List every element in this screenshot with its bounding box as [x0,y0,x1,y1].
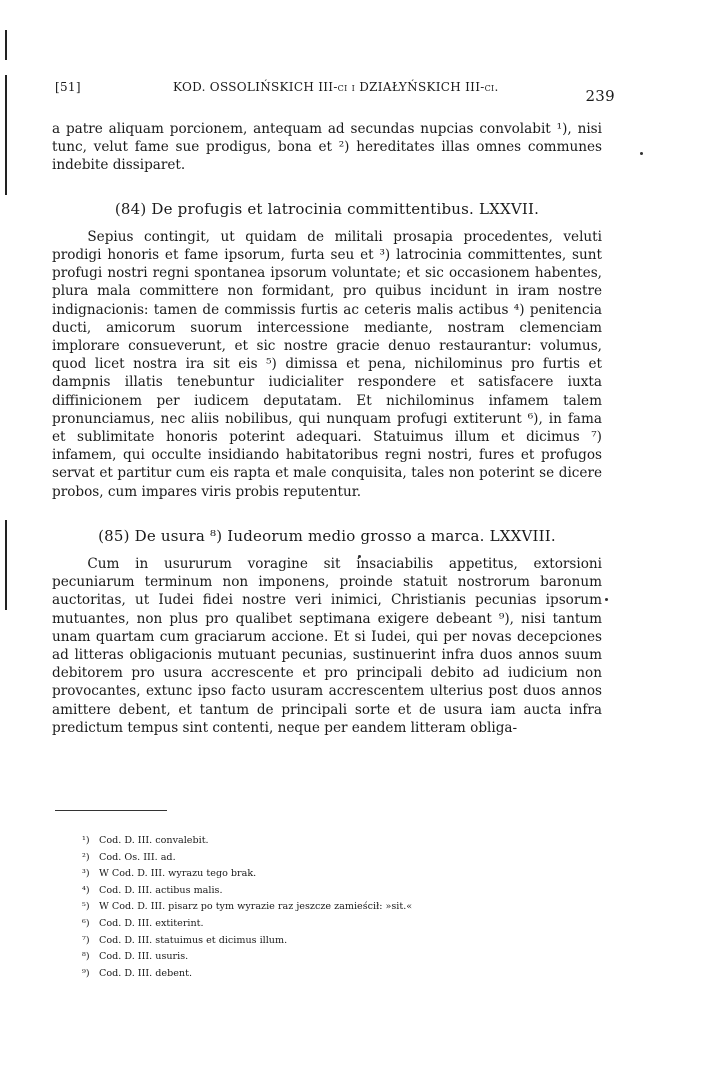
footnote-text: W Cod. D. III. wyrazu tego brak. [99,868,257,880]
footnote-mark: ⁶) [82,917,90,929]
print-speck [640,152,643,155]
footnote-text: Cod. D. III. statuimus et dicimus illum. [99,934,288,946]
page-number: 239 [585,87,615,105]
page-header [55,80,615,104]
opening-paragraph: a patre aliquam porcionem, antequam ad secundas nupcias convolabit ¹), nisi tunc, velut fame sue prodigus, bona et ²) hereditates illas omnes communes indebite dissiparet. [52,121,602,174]
binding-edge-mark [5,30,7,60]
footnote-text: Cod. D. III. usuris. [99,951,189,963]
footnote-text: Cod. Os. III. ad. [99,851,176,863]
footnote [82,850,602,867]
section-paragraph-84: Sepius contingit, ut quidam de militali prosapia procedentes, veluti prodigi honoris et fame ipsorum, furta seu et ³) latrocinia committentes, sunt profugi nostri regni spontanea ipsorum voluntate; et sic occasionem habentes, plura mala committere non formidant, pro quibus incidunt in iram nostre indignacionis: tamen de commissis furtis ac ceteris malis actibus ⁴) penitencia ducti, amicorum suorum intercessione mediante, nostram clemenciam implorare consueverunt, et sic nostre gracie denuo restaurantur: volumus, quod licet nostra ira sit eis ⁵) dimissa et pena, nichilominus pro furtis et dampnis illatis tenebuntur iudicialiter respondere et satisfacere iuxta diffinicionem per iudicem deputatam. Et nichilominus infamem talem pronunciamus, nec aliis nobilibus, qui nunquam profugi extiterunt ⁶), in fama et sublimitate honoris poterint adequari. Statuimus illum et dicimus ⁷) infamem, qui occulte insidiando habitatoribus regni nostri, fures et profugos servat et partitur cum eis rapta et male conquisita, tales non poterint se dicere probos, cum impares viris probis reputentur. [52,228,602,500]
footnotes [82,833,602,982]
section-paragraph-85: Cum in usururum voragine sit insaciabilis appetitus, extorsioni pecuniarum terminum non imponens, proinde statuit nostrorum baronum auctoritas, ut Iudei fidei nostre veri inimici, Christianis pecunias ipsorum mutuantes, non plus pro qualibet septimana exigere debeant ⁹), nisi tantum unam quartam cum graciarum accione. Et si Iudei, qui per novas decepciones ad litteras obligacionis mutuant pecunias, sustinuerint infra duos annos suum debitorem pro usura accrescente et pro principali debito ad iudicium non provocantes, extunc ipso facto usuram accrescentem ulterius post duos annos amittere debent, et tantum de principali sorte et de usura iam aucta infra predictum tempus sint contenti, neque per eandem litteram obliga- [52,556,602,736]
footnote-mark: ²) [82,851,90,863]
footnote [82,949,602,966]
footnote [82,899,602,916]
footnote [82,916,602,933]
footnote-mark: ⁴) [82,884,90,896]
footnote-text: Cod. D. III. convalebit. [99,835,209,846]
footnote-text: Cod. D. III. extiterint. [99,917,204,929]
footnote [82,866,602,883]
footnote [82,883,602,900]
footnote [82,933,602,950]
footnote [82,966,602,983]
footnote-mark: ⁹) [82,967,90,979]
footnote [82,833,602,850]
binding-edge-mark [5,75,7,195]
footnote-mark: ¹) [82,835,90,846]
section-heading-85: (85) De usura ⁸) Iudeorum medio grosso a marca. LXXVIII. [98,526,556,545]
footnote-mark: ⁷) [82,934,90,946]
footnote-divider [55,810,167,811]
footnote-text: Cod. D. III. debent. [99,967,192,979]
folio-number: [51] [55,80,81,94]
footnote-text: W Cod. D. III. pisarz po tym wyrazie raz jeszcze zamieścił: »sit.« [99,901,413,913]
running-title: KOD. OSSOLIŃSKICH III-ci i DZIAŁYŃSKICH III-ci. [173,80,499,94]
binding-edge-mark [5,520,7,610]
main-text [52,120,602,737]
print-speck [605,598,608,601]
section-heading-84: (84) De profugis et latrocinia committentibus. LXXVII. [114,199,540,218]
footnote-mark: ⁵) [82,901,90,913]
footnote-text: Cod. D. III. actibus malis. [99,884,223,896]
footnote-mark: ⁸) [82,951,90,963]
footnote-mark: ³) [82,868,90,880]
